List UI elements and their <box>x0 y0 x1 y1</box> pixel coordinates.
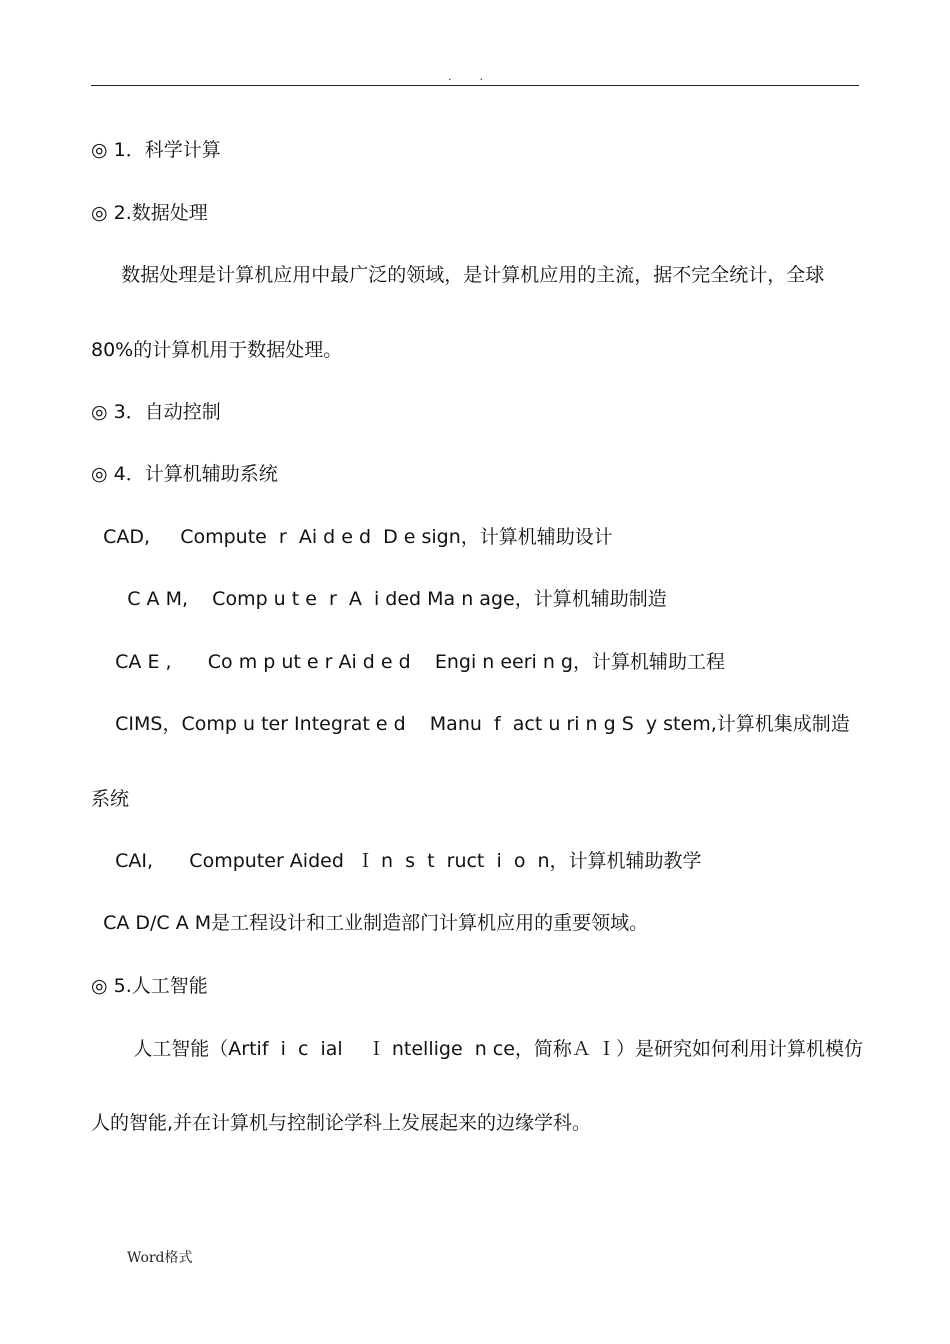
list-item-cai: CAI, Computer Aided Ｉ n s t ruct i o n，计算机辅助教学 <box>91 850 702 872</box>
section-heading-2: ◎ 2.数据处理 <box>91 202 208 224</box>
list-item-cims-continued: 系统 <box>91 788 130 810</box>
footer-label: Word格式 <box>127 1250 193 1266</box>
list-item-cae: CA E , Co m p ut e r Ai d e d Engi n eeri n g，计算机辅助工程 <box>91 651 725 673</box>
header-dots: . . <box>448 70 483 83</box>
paragraph-line: 人的智能,并在计算机与控制论学科上发展起来的边缘学科。 <box>91 1112 592 1134</box>
section-heading-1: ◎ 1．科学计算 <box>91 139 221 161</box>
paragraph-line: 80%的计算机用于数据处理。 <box>91 339 343 361</box>
header-rule <box>91 85 859 86</box>
paragraph-line: CA D/C A M是工程设计和工业制造部门计算机应用的重要领域。 <box>91 912 649 934</box>
list-item-cam: C A M, Comp u t e r A i ded Ma n age，计算机辅助制造 <box>91 588 667 610</box>
section-heading-4: ◎ 4．计算机辅助系统 <box>91 463 278 485</box>
section-heading-3: ◎ 3．自动控制 <box>91 401 221 423</box>
section-heading-5: ◎ 5.人工智能 <box>91 975 208 997</box>
list-item-cad: CAD, Compute r Ai d e d D e sign，计算机辅助设计 <box>91 526 613 548</box>
paragraph-line: 数据处理是计算机应用中最广泛的领域，是计算机应用的主流，据不完全统计，全球 <box>91 264 825 286</box>
paragraph-line: 人工智能（Artif i c ial Ｉ ntellige n ce，简称Ａ Ｉ）是研究如何利用计算机模仿 <box>91 1038 863 1060</box>
list-item-cims: CIMS，Comp u ter Integrat e d Manu f act u ri n g S y stem,计算机集成制造 <box>91 713 850 735</box>
